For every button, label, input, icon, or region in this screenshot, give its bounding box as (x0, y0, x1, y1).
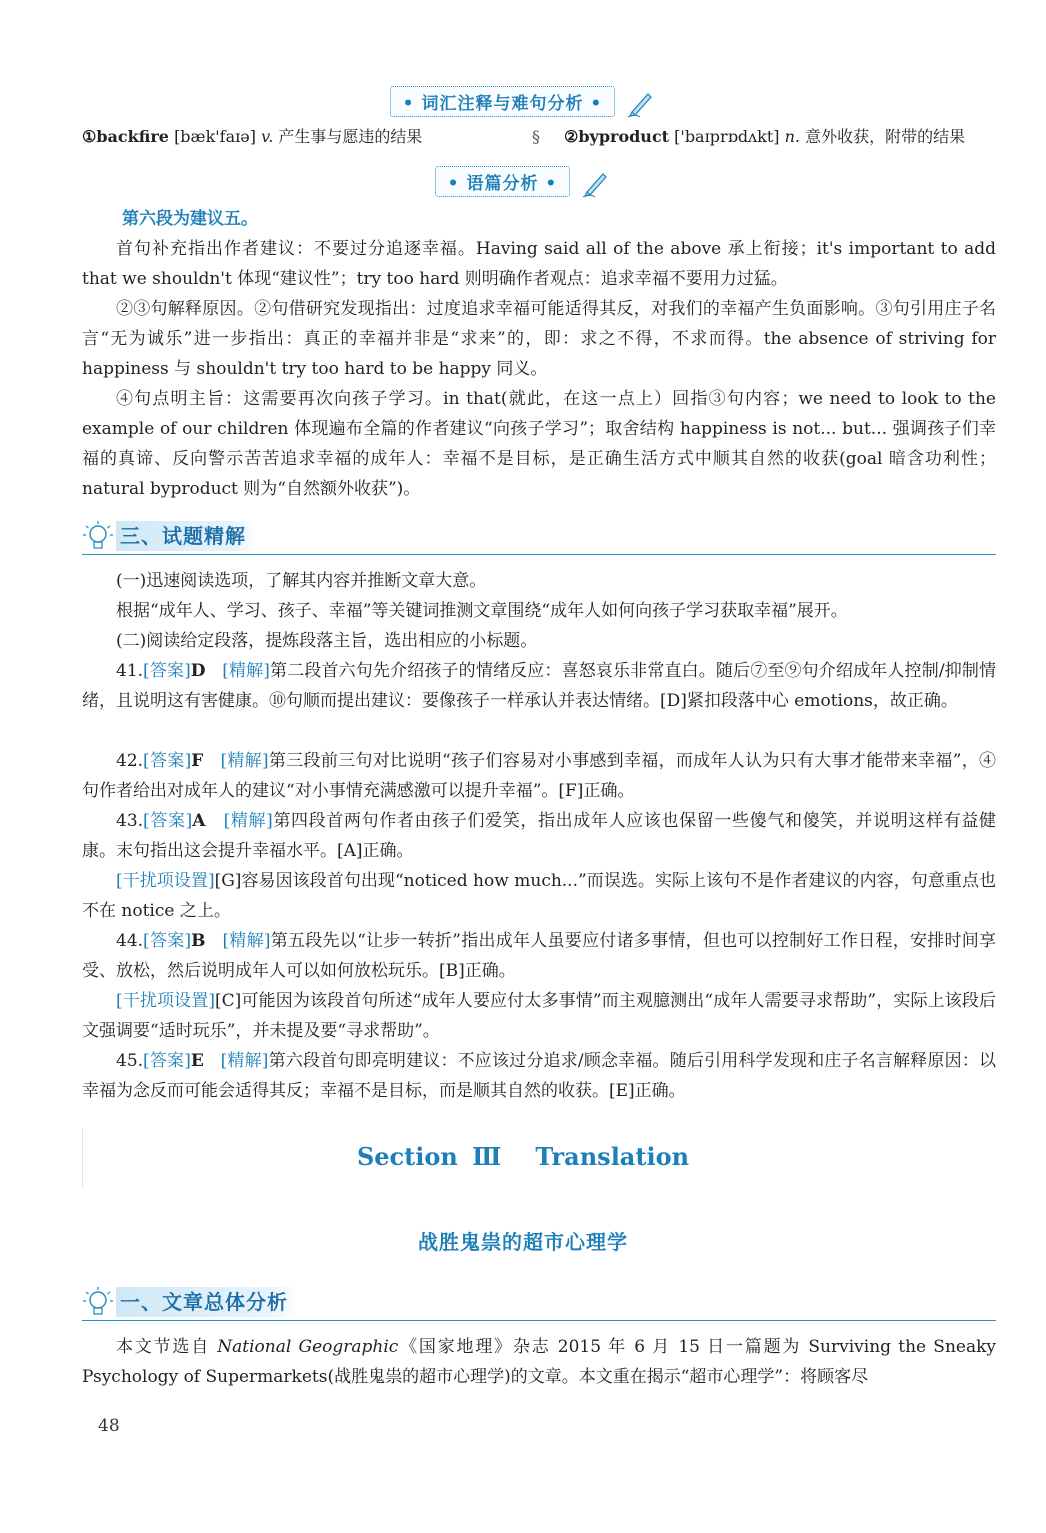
distractor-43: [干扰项设置][G]容易因该段首句出现“noticed how much...”而误选。实际上该句不是作者建议的内容，句意重点也不在 notice 之上。 (82, 871, 996, 921)
vocab-phonetic: ['baɪprɒdʌkt] (674, 127, 780, 146)
vocab-separator: § (532, 127, 540, 146)
pen-icon (626, 88, 656, 122)
vocab-pos: n. (784, 127, 800, 146)
section-header-overview (82, 1286, 996, 1321)
distractor-44: [干扰项设置][C]可能因为该段首句所述“成年人要应付太多事情”而主观臆测出“成年人需要寻求帮助”，实际上该段后文强调要“适时玩乐”，并未提及要“寻求帮助”。 (82, 991, 996, 1041)
discourse-paragraph-3: ④句点明主旨：这需要再次向孩子学习。in that(就此，在这一点上）回指③句内容；we need to look to the example of our children 体现遍布全篇的作者建议“向孩子学习”；取舍结构 happiness is not... but... 强调孩子们幸福的真谛、反向警示苦苦追求幸福的成年人：幸福不是目标，是正确生活方式中顺其自然的收获(goal 暗含功利性；natural byproduct 则为“自然额外收获”)。 (82, 389, 996, 499)
overview-paragraph: 本文节选自 National Geographic《国家地理》杂志 2015 年 6 月 15 日一篇题为 Surviving the Sneaky Psychology of Supermarkets(战胜鬼祟的超市心理学)的文章。本文重在揭示“超市心理学”：将顾客尽 (82, 1337, 996, 1387)
section-title: 三、试题精解 (116, 521, 256, 551)
vocab-item-1 (82, 124, 422, 150)
answer-42: 42.[答案]F [精解]第三段前三句对比说明“孩子们容易对小事感到幸福，而成年人认为只有大事才能带来幸福”，④句作者给出对成年人的建议“对小事情充满感激可以提升幸福”。[F]正确。 (82, 751, 997, 801)
section-label: Section Ⅲ (356, 1142, 502, 1171)
discourse-paragraph-1: 首句补充指出作者建议：不要过分追逐幸福。Having said all of the above 承上衔接；it's important to add that we shouldn't 体现“建议性”；try too hard 则明确作者观点：追求幸福不要用力过猛。 (82, 239, 996, 289)
discourse-banner (0, 166, 1046, 202)
answers-intro-2: 根据“成年人、学习、孩子、幸福”等关键词推测文章围绕“成年人如何向孩子学习获取幸福”展开。 (116, 601, 848, 621)
vocab-definition: 意外收获，附带的结果 (805, 127, 966, 146)
page-number: 48 (98, 1416, 120, 1436)
vocab-banner-label: • 词汇注释与难句分析 • (390, 86, 616, 117)
vocab-word: ②byproduct (564, 127, 670, 146)
answers-intro-1: (一)迅速阅读选项，了解其内容并推断文章大意。 (116, 571, 487, 591)
article-title: 战胜鬼祟的超市心理学 (418, 1230, 628, 1254)
vocab-banner (0, 86, 1046, 122)
vocab-line (82, 124, 992, 150)
section-title: 一、文章总体分析 (116, 1287, 298, 1317)
answer-41: 41.[答案]D [精解]第二段首六句先介绍孩子的情绪反应：喜怒哀乐非常直白。随后⑦至⑨句介绍成年人控制/抑制情绪，且说明这有害健康。⑩句顺而提出建议：要像孩子一样承认并表达情绪。[D]紧扣段落中心 emotions，故正确。 (82, 661, 997, 711)
answer-45: 45.[答案]E [精解]第六段首句即亮明建议：不应该过分追求/顾念幸福。随后引用科学发现和庄子名言解释原因：以幸福为念反而可能会适得其反；幸福不是目标，而是顺其自然的收获。[E]正确。 (82, 1051, 997, 1101)
discourse-paragraph-2: ②③句解释原因。②句借研究发现指出：过度追求幸福可能适得其反，对我们的幸福产生负面影响。③句引用庄子名言“无为诚乐”进一步指出：真正的幸福并非是“求来”的，即：求之不得，不求而得。the absence of striving for happiness 与 shouldn't try too hard to be happy 同义。 (82, 299, 996, 379)
answer-44: 44.[答案]B [精解]第五段先以“让步一转折”指出成年人虽要应付诸多事情，但也可以控制好工作日程，安排时间享受、放松，然后说明成年人可以如何放松玩乐。[B]正确。 (82, 931, 997, 981)
section-heading (0, 1142, 1046, 1171)
discourse-heading: 第六段为建议五。 (122, 209, 258, 229)
lightbulb-icon (82, 520, 114, 558)
vocab-phonetic: [bæk'faɪə] (174, 127, 256, 146)
source-title: National Geographic (217, 1337, 399, 1357)
discourse-banner-label: • 语篇分析 • (435, 166, 571, 197)
section-name: Translation (535, 1142, 690, 1171)
vocab-item-2 (564, 124, 965, 150)
vocab-word: ①backfire (82, 127, 169, 146)
answer-43: 43.[答案]A [精解]第四段首两句作者由孩子们爱笑，指出成年人应该也保留一些傻气和傻笑，并说明这样有益健康。末句指出这会提升幸福水平。[A]正确。 (82, 811, 997, 861)
lightbulb-icon (82, 1286, 114, 1324)
vocab-pos: v. (261, 127, 274, 146)
pen-icon (581, 168, 611, 202)
answers-intro-3: (二)阅读给定段落，提炼段落主旨，选出相应的小标题。 (116, 631, 538, 651)
vocab-definition: 产生事与愿违的结果 (278, 127, 423, 146)
section-header-answers (82, 520, 996, 555)
